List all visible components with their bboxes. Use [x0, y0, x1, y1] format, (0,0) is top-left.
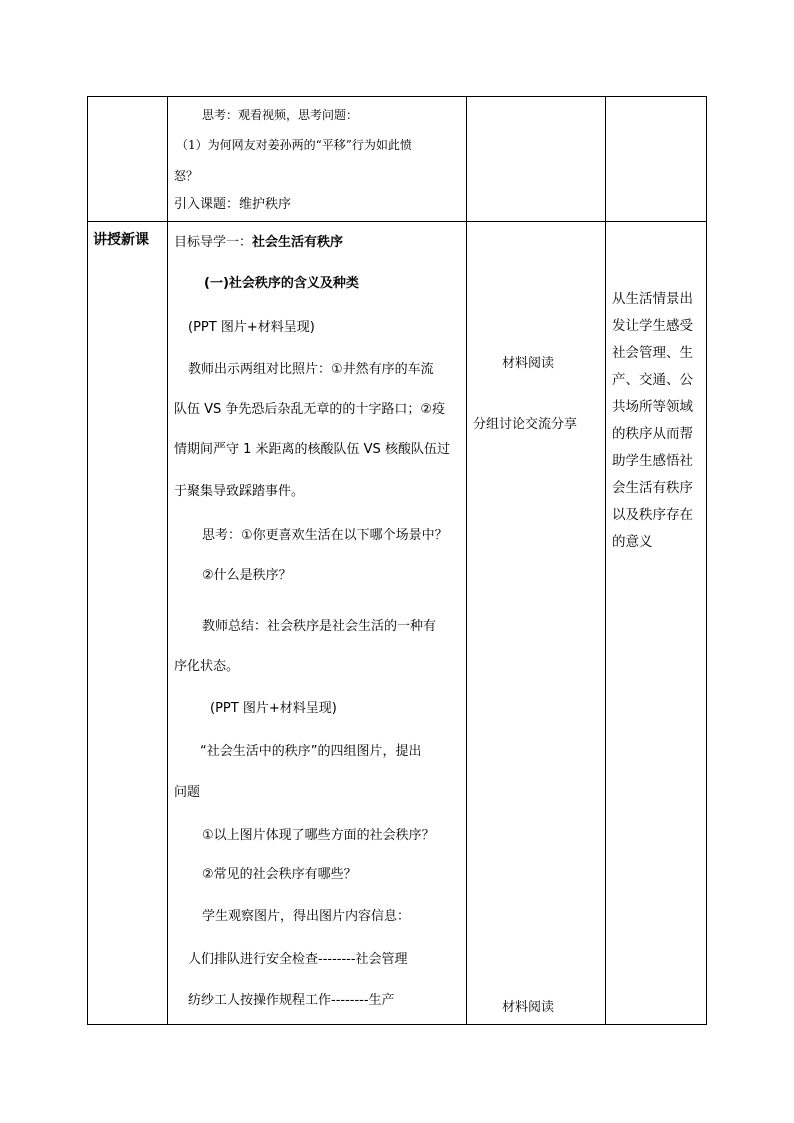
four-pictures-line-2: 问题: [174, 785, 201, 800]
teacher-photos-line-2: 队伍 VS 争先恐后杂乱无章的的十字路口；②疫: [174, 402, 446, 417]
table-border-right: [706, 96, 707, 1025]
table-border-left: [87, 96, 88, 1025]
student-observation: 学生观察图片，得出图片内容信息：: [202, 909, 411, 924]
design-intent-line: 的秩序从而帮: [612, 426, 693, 442]
design-intent-line: 产、交通、公: [612, 372, 693, 388]
student-activity-1: 材料阅读: [502, 356, 555, 371]
student-activity-3: 材料阅读: [502, 1000, 555, 1015]
teacher-summary-line-1: 教师总结：社会秩序是社会生活的一种有: [202, 619, 437, 634]
column-divider-1: [167, 96, 168, 1025]
think-prompt: 思考：观看视频，思考问题：: [202, 108, 359, 122]
column-divider-3: [605, 96, 606, 1025]
column-divider-2: [466, 96, 467, 1025]
stage-label: 讲授新课: [93, 232, 149, 248]
teacher-photos-line-1: 教师出示两组对比照片：①井然有序的车流: [188, 362, 434, 377]
design-intent-line: 的意义: [612, 534, 653, 550]
teacher-photos-line-3: 情期间严守 1 米距离的核酸队伍 VS 核酸队伍过: [174, 442, 450, 457]
observation-item-2: 纺纱工人按操作规程工作--------生产: [188, 993, 395, 1008]
teacher-photos-line-4: 于聚集导致踩踏事件。: [174, 484, 305, 499]
design-intent-line: 发让学生感受: [612, 318, 693, 334]
four-pictures-line-1: “社会生活中的秩序”的四组图片，提出: [200, 744, 422, 759]
think-question-1: 思考：①你更喜欢生活在以下哪个场景中？: [202, 528, 448, 543]
goal-prefix: 目标导学一：: [174, 235, 253, 250]
design-intent-line: 从生活情景出: [612, 291, 693, 307]
picture-question-1: ①以上图片体现了哪些方面的社会秩序？: [202, 828, 435, 843]
design-intent: [612, 288, 706, 558]
student-activity-2: 分组讨论交流分享: [473, 417, 578, 432]
design-intent-line: 共场所等领域: [612, 399, 693, 415]
design-intent-line: 会生活有秩序: [612, 480, 693, 496]
picture-question-2: ②常见的社会秩序有哪些？: [202, 867, 357, 882]
question-1-line-2: 怒？: [174, 169, 199, 183]
observation-item-1: 人们排队进行安全检查--------社会管理: [188, 952, 408, 967]
lead-in-topic: 引入课题：维护秩序: [174, 197, 292, 212]
design-intent-line: 社会管理、生: [612, 345, 693, 361]
goal-heading: [174, 235, 343, 251]
goal-title: 社会生活有秩序: [252, 235, 344, 250]
design-intent-line: 助学生感悟社: [612, 453, 693, 469]
table-border-bottom: [87, 1024, 707, 1025]
think-question-2: ②什么是秩序？: [202, 568, 292, 583]
question-1-line-1: （1）为何网友对姜孙两的“平移”行为如此愤: [176, 138, 412, 152]
table-border-top: [87, 96, 707, 97]
row-divider: [87, 221, 707, 222]
section-heading: (一)社会秩序的含义及种类: [204, 276, 359, 291]
ppt-note-2: (PPT 图片+材料呈现): [210, 701, 337, 716]
design-intent-line: 以及秩序存在: [612, 507, 693, 523]
ppt-note-1: (PPT 图片+材料呈现): [188, 320, 315, 335]
teacher-summary-line-2: 序化状态。: [174, 659, 240, 674]
